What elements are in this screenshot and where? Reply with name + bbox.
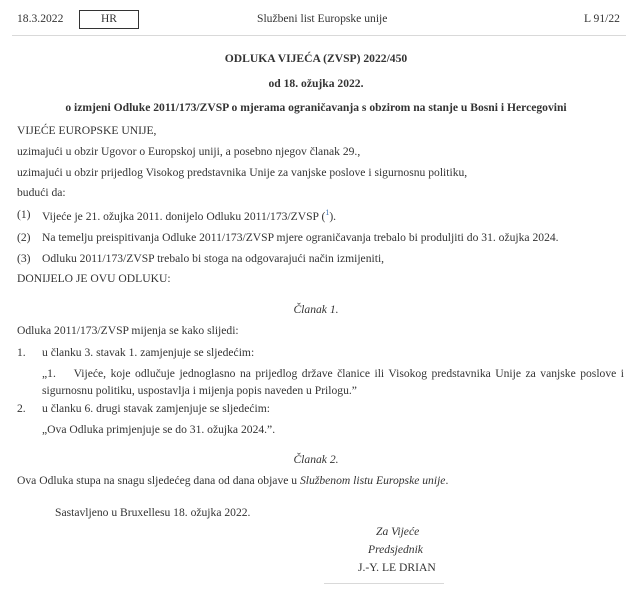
footnote-divider <box>324 583 444 584</box>
decision-date: od 18. ožujka 2022. <box>268 77 364 90</box>
amendment-number: 1. <box>17 346 26 359</box>
language-badge: HR <box>79 10 139 29</box>
amendment-text: u članku 3. stavak 1. zamjenjuje se sljedećim: <box>42 346 255 359</box>
article-2-text: Ova Odluka stupa na snagu sljedećeg dana od dana objave u Službenom listu Europske unije. <box>17 474 449 487</box>
amendment-quote: „1. Vijeće, koje odlučuje jednoglasno na prijedlog države članice ili Visokog predstavnika Unije za vanjske poslove i sigurnosnu politiku, uspostavlja i mijenja popis naveden u Prilogu.” <box>42 367 624 397</box>
signature-for: Za Vijeće <box>376 525 420 538</box>
signature-role: Predsjednik <box>368 543 423 556</box>
recital-text: Vijeće je 21. ožujka 2011. donijelo Odluku 2011/173/ZVSP ($^1$). <box>42 208 337 223</box>
recital-text: Na temelju preispitivanja Odluke 2011/173/ZVSP mjere ograničavanja trebalo bi produljiti do 31. ožujka 2024. <box>42 231 559 244</box>
article-2-heading: Članak 2. <box>293 453 339 466</box>
signatory-name: J.-Y. LE DRIAN <box>358 561 436 574</box>
done-at: Sastavljeno u Bruxellesu 18. ožujka 2022. <box>55 506 251 519</box>
decision-title: ODLUKA VIJEĆA (ZVSP) 2022/450 <box>224 52 408 65</box>
recital-number: (3) <box>17 252 31 265</box>
decision-subject: o izmjeni Odluke 2011/173/ZVSP o mjerama ograničavanja s obzirom na stanje u Bosni i Hercegovini <box>65 101 567 114</box>
page-reference: L 91/22 <box>584 12 620 25</box>
article-1-heading: Članak 1. <box>293 303 339 316</box>
header-divider <box>12 35 626 36</box>
council-heading: VIJEĆE EUROPSKE UNIJE, <box>17 124 157 137</box>
amendment-text: u članku 6. drugi stavak zamjenjuje se sljedećim: <box>42 402 270 415</box>
adoption-statement: DONIJELO JE OVU ODLUKU: <box>17 272 171 285</box>
footnote-link[interactable]: 1 <box>325 208 330 217</box>
having-regard-treaty: uzimajući u obzir Ugovor o Europskoj uniji, a posebno njegov članak 29., <box>17 145 361 158</box>
recital-number: (1) <box>17 208 31 221</box>
having-regard-proposal: uzimajući u obzir prijedlog Visokog predstavnika Unije za vanjske poslove i sigurnosnu politiku, <box>17 166 468 179</box>
whereas: budući da: <box>17 186 66 199</box>
amendment-number: 2. <box>17 402 26 415</box>
publication-date: 18.3.2022 <box>17 12 64 25</box>
journal-name: Službeni list Europske unije <box>257 12 388 25</box>
article-1-intro: Odluka 2011/173/ZVSP mijenja se kako slijedi: <box>17 324 239 337</box>
recital-text: Odluku 2011/173/ZVSP trebalo bi stoga na odgovarajući način izmijeniti, <box>42 252 385 265</box>
amendment-quote: „Ova Odluka primjenjuje se do 31. ožujka 2024.”. <box>42 423 276 436</box>
recital-number: (2) <box>17 231 31 244</box>
